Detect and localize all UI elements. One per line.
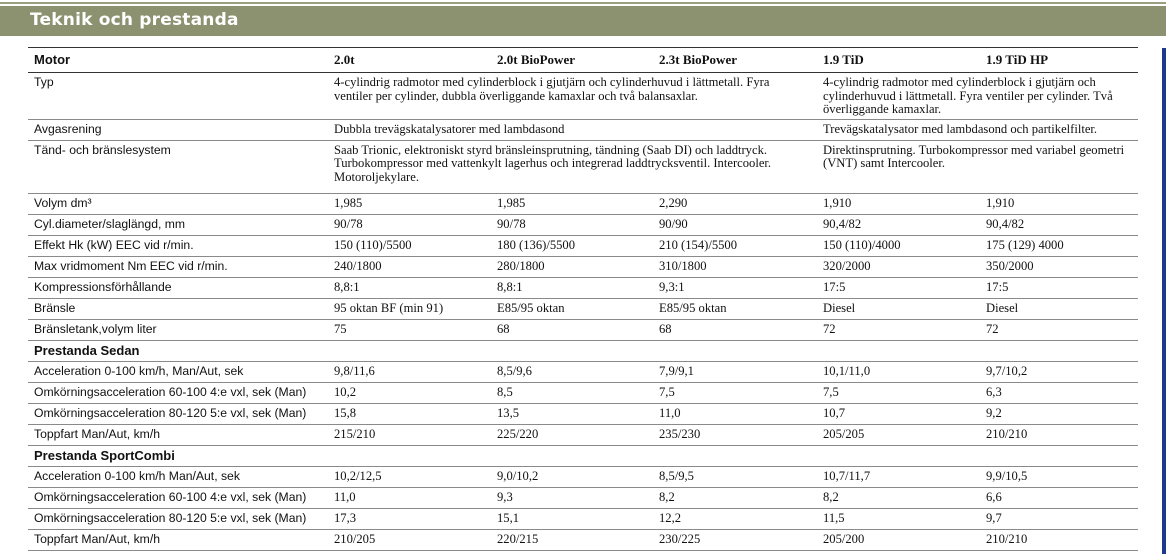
table-cell: 1,910 (980, 193, 1138, 214)
table-row (28, 508, 1138, 529)
table-cell: 8,2 (653, 487, 817, 508)
table-cell: 15,1 (491, 508, 653, 529)
typ-diesel-cell: 4-cylindrig radmotor med cylinderblock i gjutjärn och cylinderhuvud i lättmetall. Fyra ventiler per cylinder. Två överliggande kamaxlar. (817, 73, 1138, 120)
table-cell: 8,5/9,6 (491, 361, 653, 382)
tand-diesel-cell: Direktinsprutning. Turbokompressor med variabel geometri (VNT) samt Intercooler. (817, 140, 1138, 193)
table-cell: 8,8:1 (491, 277, 653, 298)
top-rule (0, 2, 1166, 4)
table-cell: 2,290 (653, 193, 817, 214)
table-cell: 205/200 (817, 529, 980, 550)
row-label: Avgasrening (28, 119, 328, 140)
table-cell: 17:5 (817, 277, 980, 298)
table-row-avgasrening (28, 119, 1138, 140)
table-cell: 12,2 (653, 508, 817, 529)
table-cell: 90/78 (328, 214, 491, 235)
section-heading: Prestanda Sedan (28, 340, 1138, 361)
table-cell: 6,6 (980, 487, 1138, 508)
table-cell: 150 (110)/4000 (817, 235, 980, 256)
column-header-2-3t-biopower: 2.3t BioPower (653, 48, 817, 73)
column-header-1-9-tid: 1.9 TiD (817, 48, 980, 73)
section-title: Teknik och prestanda (30, 10, 239, 30)
table-row (28, 424, 1138, 445)
row-label: Omkörningsacceleration 60-100 4:e vxl, sek (Man) (28, 382, 328, 403)
row-label: Bränsle (28, 298, 328, 319)
table-cell: 10,1/11,0 (817, 361, 980, 382)
table-row (28, 529, 1138, 550)
table-cell: 6,3 (980, 382, 1138, 403)
table-cell: 8,5 (491, 382, 653, 403)
table-cell: 9,7/10,2 (980, 361, 1138, 382)
spec-table (28, 47, 1138, 551)
table-cell: 205/205 (817, 424, 980, 445)
table-cell: E85/95 oktan (653, 298, 817, 319)
row-label: Acceleration 0-100 km/h Man/Aut, sek (28, 466, 328, 487)
table-cell: 15,8 (328, 403, 491, 424)
table-cell: 10,7 (817, 403, 980, 424)
table-row (28, 214, 1138, 235)
table-row (28, 487, 1138, 508)
table-cell: 1,985 (491, 193, 653, 214)
table-cell: 180 (136)/5500 (491, 235, 653, 256)
row-label: Omkörningsacceleration 60-100 4:e vxl, sek (Man) (28, 487, 328, 508)
section-heading: Prestanda SportCombi (28, 445, 1138, 466)
table-row (28, 319, 1138, 340)
tand-petrol-cell: Saab Trionic, elektroniskt styrd bränsleinsprutning, tändning (Saab DI) och laddtryck. Turbokompressor med vattenkylt lagerhus och integrerad laddtrycksventil. Intercooler. Motoroljekylare. (328, 140, 817, 193)
table-cell: 11,5 (817, 508, 980, 529)
table-cell: 9,0/10,2 (491, 466, 653, 487)
table-cell: 210/210 (980, 424, 1138, 445)
table-cell: 17,3 (328, 508, 491, 529)
row-label: Omkörningsacceleration 80-120 5:e vxl, sek (Man) (28, 403, 328, 424)
table-cell: 7,9/9,1 (653, 361, 817, 382)
table-cell: 350/2000 (980, 256, 1138, 277)
table-cell: 90/90 (653, 214, 817, 235)
table-cell: 235/230 (653, 424, 817, 445)
typ-petrol-cell: 4-cylindrig radmotor med cylinderblock i gjutjärn och cylinderhuvud i lättmetall. Fyra ventiler per cylinder, dubbla överliggande kamaxlar och två balansaxlar. (328, 73, 817, 120)
table-cell: 220/215 (491, 529, 653, 550)
table-row (28, 382, 1138, 403)
table-row-tand (28, 140, 1138, 193)
row-label: Omkörningsacceleration 80-120 5:e vxl, sek (Man) (28, 508, 328, 529)
table-row (28, 235, 1138, 256)
column-header-motor: Motor (28, 48, 328, 73)
table-cell: 8,8:1 (328, 277, 491, 298)
table-cell: 95 oktan BF (min 91) (328, 298, 491, 319)
column-header-2-0t: 2.0t (328, 48, 491, 73)
table-cell: 8,2 (817, 487, 980, 508)
avgas-diesel-cell: Trevägskatalysator med lambdasond och partikelfilter. (817, 119, 1138, 140)
table-cell: 17:5 (980, 277, 1138, 298)
table-cell: E85/95 oktan (491, 298, 653, 319)
table-cell: 210/210 (980, 529, 1138, 550)
table-cell: 1,910 (817, 193, 980, 214)
table-cell: 225/220 (491, 424, 653, 445)
table-cell: 310/1800 (653, 256, 817, 277)
table-row-typ (28, 73, 1138, 120)
column-header-2-0t-biopower: 2.0t BioPower (491, 48, 653, 73)
row-label: Tänd- och bränslesystem (28, 140, 328, 193)
section-row-sportcombi (28, 445, 1138, 466)
table-cell: 10,2/12,5 (328, 466, 491, 487)
table-cell: 90,4/82 (980, 214, 1138, 235)
table-cell: 68 (653, 319, 817, 340)
table-row (28, 466, 1138, 487)
table-cell: 240/1800 (328, 256, 491, 277)
table-cell: 9,3 (491, 487, 653, 508)
table-cell: 9,9/10,5 (980, 466, 1138, 487)
table-cell: Diesel (817, 298, 980, 319)
table-row (28, 277, 1138, 298)
table-cell: 8,5/9,5 (653, 466, 817, 487)
table-cell: 90/78 (491, 214, 653, 235)
row-label: Toppfart Man/Aut, km/h (28, 529, 328, 550)
table-cell: 13,5 (491, 403, 653, 424)
table-cell: 11,0 (328, 487, 491, 508)
table-cell: 230/225 (653, 529, 817, 550)
row-label: Kompressionsförhållande (28, 277, 328, 298)
table-cell: 175 (129) 4000 (980, 235, 1138, 256)
table-cell: 9,7 (980, 508, 1138, 529)
table-cell: 210/205 (328, 529, 491, 550)
table-row (28, 403, 1138, 424)
table-cell: 90,4/82 (817, 214, 980, 235)
row-label: Max vridmoment Nm EEC vid r/min. (28, 256, 328, 277)
section-row-sedan (28, 340, 1138, 361)
column-header-row (28, 48, 1138, 73)
section-header (0, 6, 1166, 36)
row-label: Toppfart Man/Aut, km/h (28, 424, 328, 445)
row-label: Bränsletank,volym liter (28, 319, 328, 340)
table-row (28, 256, 1138, 277)
table-cell: Diesel (980, 298, 1138, 319)
table-cell: 10,7/11,7 (817, 466, 980, 487)
table-row (28, 361, 1138, 382)
page-edge-bar (1162, 48, 1166, 554)
table-cell: 150 (110)/5500 (328, 235, 491, 256)
table-cell: 9,3:1 (653, 277, 817, 298)
table-row (28, 193, 1138, 214)
table-cell: 72 (980, 319, 1138, 340)
avgas-petrol-cell: Dubbla trevägskatalysatorer med lambdasond (328, 119, 817, 140)
table-row (28, 298, 1138, 319)
row-label: Cyl.diameter/slaglängd, mm (28, 214, 328, 235)
table-cell: 10,2 (328, 382, 491, 403)
table-cell: 1,985 (328, 193, 491, 214)
column-header-1-9-tid-hp: 1.9 TiD HP (980, 48, 1138, 73)
row-label: Volym dm³ (28, 193, 328, 214)
table-cell: 68 (491, 319, 653, 340)
row-label: Acceleration 0-100 km/h, Man/Aut, sek (28, 361, 328, 382)
table-cell: 7,5 (817, 382, 980, 403)
table-cell: 280/1800 (491, 256, 653, 277)
table-cell: 320/2000 (817, 256, 980, 277)
table-cell: 72 (817, 319, 980, 340)
table-cell: 215/210 (328, 424, 491, 445)
table-cell: 7,5 (653, 382, 817, 403)
row-label: Effekt Hk (kW) EEC vid r/min. (28, 235, 328, 256)
table-cell: 210 (154)/5500 (653, 235, 817, 256)
row-label: Typ (28, 73, 328, 120)
table-cell: 9,8/11,6 (328, 361, 491, 382)
table-cell: 75 (328, 319, 491, 340)
table-cell: 11,0 (653, 403, 817, 424)
table-cell: 9,2 (980, 403, 1138, 424)
